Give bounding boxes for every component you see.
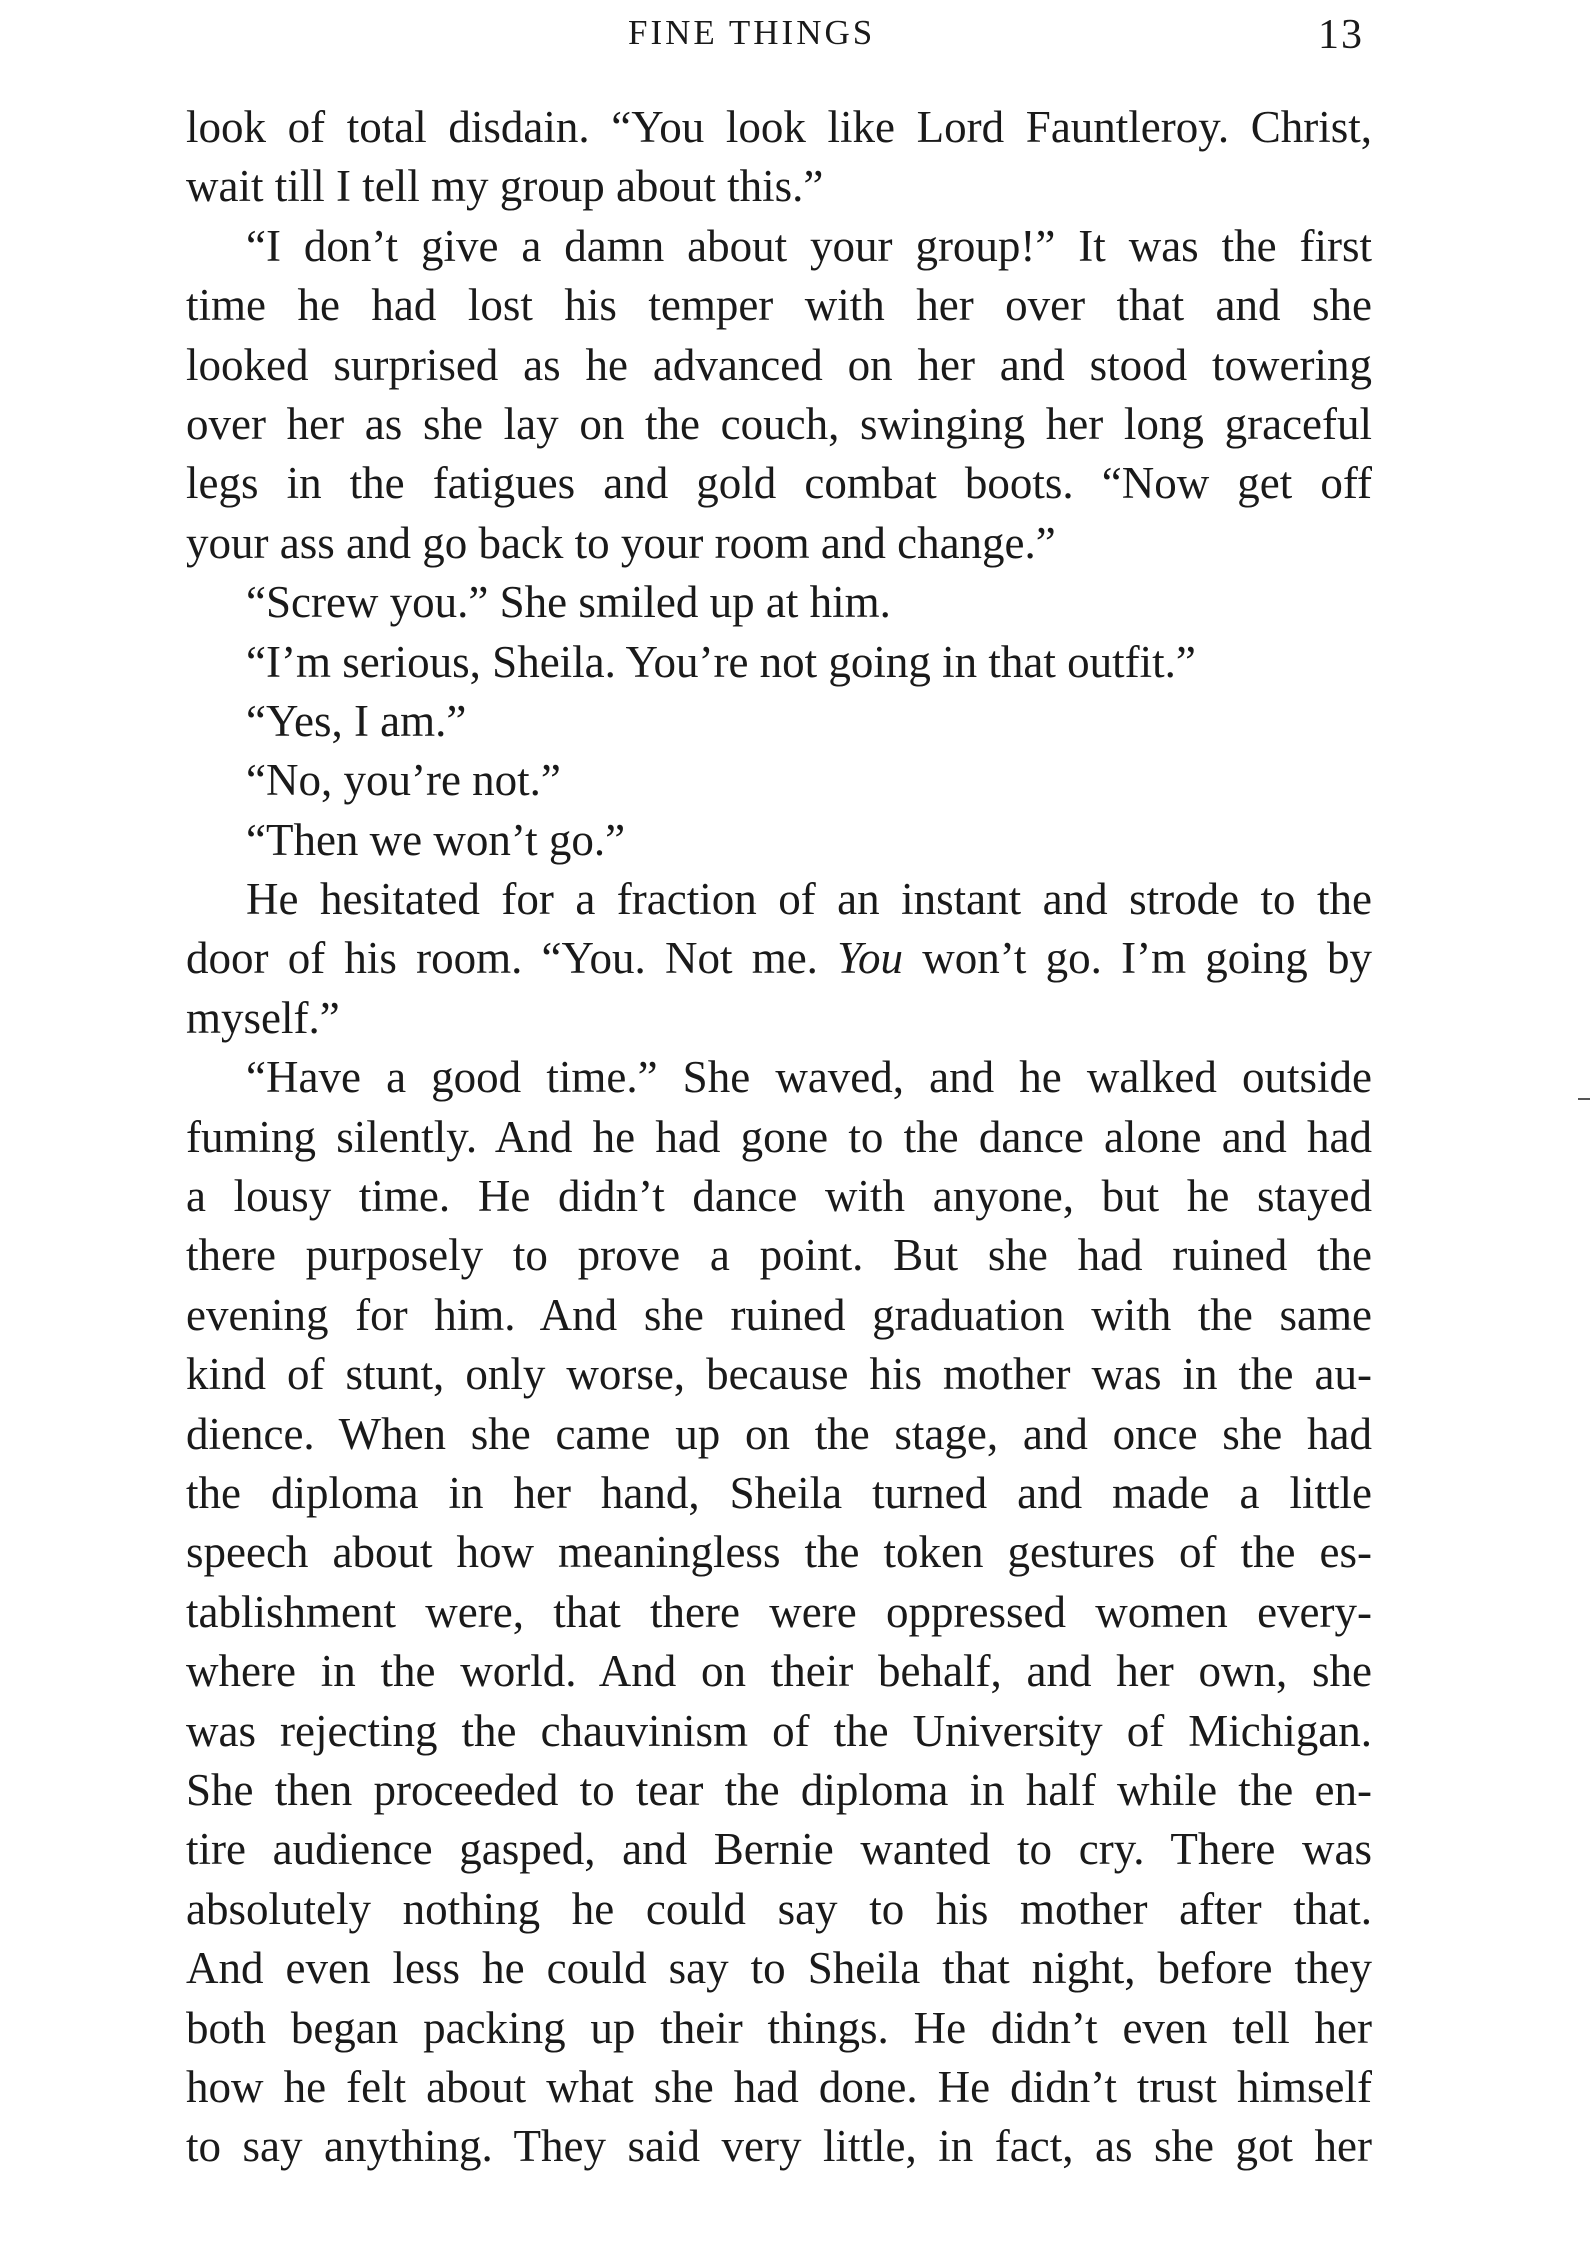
text-line: “Yes, I am.” (246, 695, 467, 746)
text-line: “No, you’re not.” (246, 755, 561, 806)
running-title: FINE THINGS (628, 13, 876, 52)
text-line: where in the world. And on their behalf, and her own, she (186, 1646, 1372, 1697)
text-line: kind of stunt, only worse, because his mother was in the au- (186, 1349, 1372, 1400)
text-line: door of his room. “You. Not me. You won’t go. I’m going by (186, 933, 1372, 984)
body-text (186, 98, 1372, 2177)
text-line: a lousy time. He didn’t dance with anyone, but he stayed (186, 1171, 1372, 1222)
text-line: myself.” (186, 992, 340, 1043)
text-line: tablishment were, that there were oppressed women every- (186, 1586, 1372, 1637)
text-line: speech about how meaningless the token gestures of the es- (186, 1527, 1372, 1578)
text-line: evening for him. And she ruined graduation with the same (186, 1289, 1372, 1340)
text-line: both began packing up their things. He didn’t even tell her (186, 2002, 1372, 2053)
text-line: dience. When she came up on the stage, and once she had (186, 1408, 1372, 1459)
text-line: “Screw you.” She smiled up at him. (246, 577, 891, 628)
text-line: wait till I tell my group about this.” (186, 161, 824, 212)
text-line: absolutely nothing he could say to his mother after that. (186, 1883, 1372, 1934)
page-number: 13 (1318, 12, 1364, 58)
text-line: “Have a good time.” She waved, and he walked outside (246, 1052, 1372, 1103)
text-line: how he felt about what she had done. He didn’t trust himself (186, 2061, 1372, 2112)
text-line: to say anything. They said very little, in fact, as she got her (186, 2121, 1372, 2172)
text-line: over her as she lay on the couch, swinging her long graceful (186, 398, 1372, 449)
text-line: “Then we won’t go.” (246, 814, 626, 865)
margin-mark (1578, 1098, 1590, 1100)
running-head (0, 8, 1596, 68)
text-line: fuming silently. And he had gone to the dance alone and had (186, 1111, 1372, 1162)
text-line: He hesitated for a fraction of an instant and strode to the (246, 874, 1372, 925)
text-line: there purposely to prove a point. But she had ruined the (186, 1230, 1372, 1281)
text-line: was rejecting the chauvinism of the University of Michigan. (186, 1705, 1372, 1756)
text-line: your ass and go back to your room and change.” (186, 517, 1056, 568)
text-line: “I’m serious, Sheila. You’re not going in that outfit.” (246, 636, 1196, 687)
text-line: “I don’t give a damn about your group!” It was the first (246, 220, 1372, 271)
text-line: legs in the fatigues and gold combat boots. “Now get off (186, 458, 1372, 509)
text-line: time he had lost his temper with her over that and she (186, 280, 1372, 331)
emphasized-word: You (837, 933, 904, 984)
text-line: She then proceeded to tear the diploma in half while the en- (186, 1764, 1372, 1815)
text-line: tire audience gasped, and Bernie wanted to cry. There was (186, 1824, 1372, 1875)
text-line: And even less he could say to Sheila that night, before they (186, 1943, 1372, 1994)
text-line: looked surprised as he advanced on her and stood towering (186, 339, 1372, 390)
text-line: look of total disdain. “You look like Lord Fauntleroy. Christ, (186, 102, 1372, 152)
text-line: the diploma in her hand, Sheila turned and made a little (186, 1467, 1372, 1518)
